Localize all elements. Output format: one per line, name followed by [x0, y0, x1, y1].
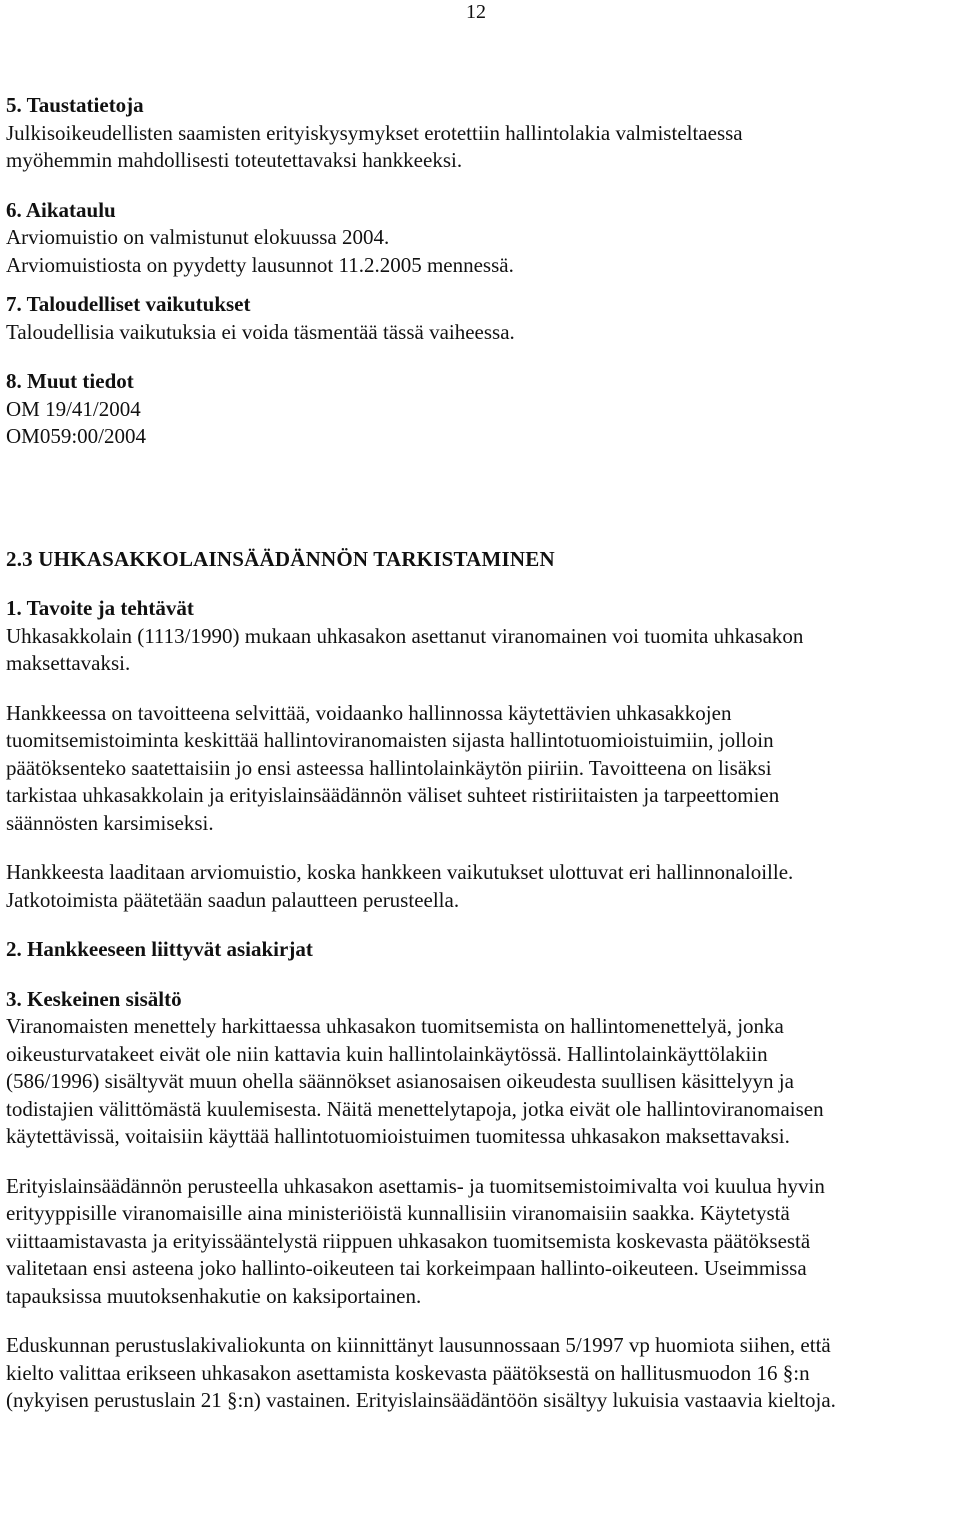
section-heading: 2. Hankkeeseen liittyvät asiakirjat [6, 937, 313, 961]
text-line: Hankkeessa on tavoitteena selvittää, voidaanko hallinnossa käytettävien uhkasakkojen [6, 700, 732, 725]
text-line: OM 19/41/2004 [6, 396, 141, 421]
section-heading: 6. Aikataulu [6, 197, 116, 222]
section-tavoite-ja-tehtavat [6, 595, 956, 914]
text-line: Hankkeesta laaditaan arviomuistio, koska hankkeen vaikutukset ulottuvat eri hallinnonaloille. [6, 860, 794, 884]
text-line: kielto valittaa erikseen uhkasakon asettamista koskevasta päätöksestä on hallitusmuodon 16 §:n [6, 1360, 810, 1385]
text-line: tarkistaa uhkasakkolain ja erityislainsäädännön väliset suhteet ristiriitaisten ja tarpeettomien [6, 783, 780, 807]
section-aikataulu [6, 197, 956, 280]
section-heading: 5. Taustatietoja [6, 93, 144, 117]
text-line: käytettävissä, voitaisiin käyttää hallintotuomioistuimen tuomitessa uhkasakon maksettavaksi. [6, 1124, 790, 1148]
section-heading: 8. Muut tiedot [6, 369, 134, 393]
text-line: Viranomaisten menettely harkittaessa uhkasakon tuomitsemista on hallintomenettelyä, jonka [6, 1014, 784, 1038]
section-taustatietoja [6, 92, 956, 175]
text-line: Jatkotoimista päätetään saadun palautteen perusteella. [6, 887, 460, 912]
text-line: valitetaan ensi asteena joko hallinto-oikeuteen tai korkeimpaan hallinto-oikeuteen. Useimmissa [6, 1256, 807, 1280]
page-number: 12 [466, 1, 486, 23]
text-line: Taloudellisia vaikutuksia ei voida täsmentää tässä vaiheessa. [6, 319, 515, 344]
text-line: myöhemmin mahdollisesti toteutettavaksi hankkeeksi. [6, 148, 463, 172]
text-line: maksettavaksi. [6, 651, 131, 675]
section-muut-tiedot [6, 368, 956, 451]
section-heading: 7. Taloudelliset vaikutukset [6, 292, 251, 316]
section-hankkeeseen-liittyvat-asiakirjat [6, 936, 956, 964]
text-line: todistajien välittömästä kuulemisesta. Näitä menettelytapoja, jotka eivät ole hallintoviranomaisen [6, 1096, 824, 1121]
text-line: Eduskunnan perustuslakivaliokunta on kiinnittänyt lausunnossaan 5/1997 vp huomiota siihen, että [6, 1333, 831, 1357]
text-line: Arviomuistio on valmistunut elokuussa 2004. [6, 225, 390, 249]
text-line: OM059:00/2004 [6, 424, 147, 448]
text-line: (586/1996) sisältyvät muun ohella säännökset asianosaisen oikeudesta suullisen käsittelyyn ja [6, 1069, 794, 1093]
text-line: erityyppisille viranomaisille aina ministeriöistä kunnallisiin viranomaisiin saakka. Käytetystä [6, 1201, 790, 1225]
text-line: Julkisoikeudellisten saamisten erityiskysymykset erotettiin hallintolakia valmisteltaessa [6, 120, 743, 145]
document-body [6, 92, 956, 1415]
section-keskeinen-sisalto [6, 986, 956, 1415]
text-line: oikeusturvatakeet eivät ole niin kattavia kuin hallintolainkäytössä. Hallintolainkäyttölakiin [6, 1041, 768, 1066]
chapter-title: 2.3 UHKASAKKOLAINSÄÄDÄNNÖN TARKISTAMINEN [6, 546, 555, 571]
text-line: (nykyisen perustuslain 21 §:n) vastainen. Erityislainsäädäntöön sisältyy lukuisia vastaavia kieltoja. [6, 1388, 836, 1412]
section-taloudelliset-vaikutukset [6, 291, 956, 346]
section-heading: 1. Tavoite ja tehtävät [6, 596, 194, 620]
text-line: viittaamistavasta ja erityissääntelystä riippuen uhkasakon tuomitsemista koskevasta päätöksestä [6, 1228, 811, 1253]
text-line: säännösten karsimiseksi. [6, 810, 214, 835]
text-line: Arviomuistiosta on pyydetty lausunnot 11.2.2005 mennessä. [6, 252, 514, 277]
text-line: tapauksissa muutoksenhakutie on kaksiportainen. [6, 1283, 422, 1308]
text-line: Uhkasakkolain (1113/1990) mukaan uhkasakon asettanut viranomainen voi tuomita uhkasakon [6, 623, 804, 648]
text-line: päätöksenteko saatettaisiin jo ensi asteessa hallintolainkäytön piiriin. Tavoitteena on lisäksi [6, 755, 772, 780]
text-line: tuomitsemistoiminta keskittää hallintoviranomaisten sijasta hallintotuomioistuimiin, jolloin [6, 728, 774, 752]
text-line: Erityislainsäädännön perusteella uhkasakon asettamis- ja tuomitsemistoimivalta voi kuulua hyvin [6, 1173, 825, 1198]
section-heading: 3. Keskeinen sisältö [6, 986, 182, 1011]
